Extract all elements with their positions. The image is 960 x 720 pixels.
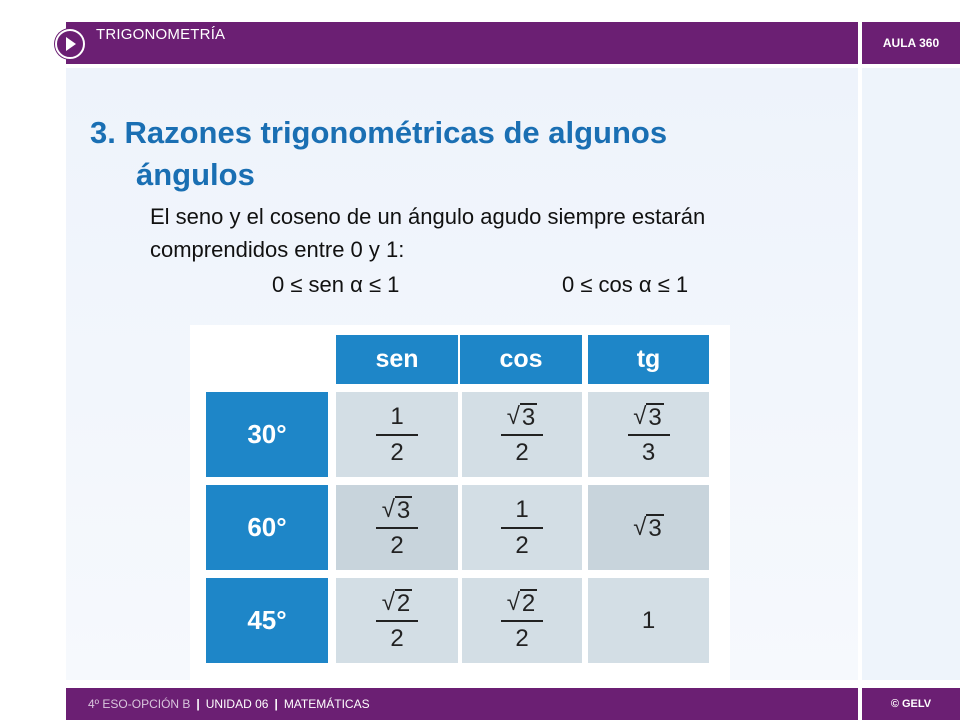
cell-45-tg xyxy=(588,578,709,663)
cell-value: 3 xyxy=(641,438,656,466)
body-text: El seno y el coseno de un ángulo agudo siempre estarán comprendidos entre 0 y 1: xyxy=(150,204,706,262)
footer-subject: MATEMÁTICAS xyxy=(283,697,370,711)
footer-separator: | xyxy=(196,697,200,711)
header-cos: cos xyxy=(460,335,582,384)
cell-value: 3 xyxy=(648,514,662,542)
cell-value: 2 xyxy=(396,589,411,617)
cell-value: 2 xyxy=(390,438,404,466)
cell-value: 2 xyxy=(515,531,529,559)
footer-bar xyxy=(66,688,858,720)
row-angle-45: 45° xyxy=(206,578,328,663)
cell-value: 1 xyxy=(390,402,404,430)
footer-unit: UNIDAD 06 xyxy=(205,697,269,711)
cell-30-cos: √ 3 2 xyxy=(462,392,582,477)
cell-value: 2 xyxy=(390,531,404,559)
slide-title xyxy=(90,112,830,196)
play-icon[interactable] xyxy=(55,29,85,59)
inequality-cos: 0 ≤ cos α ≤ 1 xyxy=(562,272,689,297)
row-angle-60: 60° xyxy=(206,485,328,570)
cell-value: 2 xyxy=(521,589,536,617)
header-topic: TRIGONOMETRÍA xyxy=(96,26,226,43)
cell-value: 2 xyxy=(515,624,529,652)
title-line-2: ángulos xyxy=(136,157,255,192)
header-sen: sen xyxy=(336,335,458,384)
cell-60-tg: √ 3 xyxy=(588,485,709,570)
cell-value: 1 xyxy=(515,495,529,523)
cell-value: 1 xyxy=(641,606,656,634)
brand-label: AULA 360 xyxy=(862,22,960,64)
cell-45-cos: √ 2 2 xyxy=(462,578,582,663)
footer-copyright: © GELV xyxy=(862,688,960,720)
inequality-sen: 0 ≤ sen α ≤ 1 xyxy=(272,272,400,297)
cell-45-sen: √ 2 2 xyxy=(336,578,458,663)
cell-60-sen: √ 3 2 xyxy=(336,485,458,570)
cell-value: 3 xyxy=(521,403,536,431)
title-line-1: 3. Razones trigonométricas de algunos xyxy=(90,115,668,150)
cell-value: 2 xyxy=(390,624,404,652)
footer-separator: | xyxy=(274,697,278,711)
side-panel xyxy=(862,68,960,680)
cell-30-tg: √ 3 3 xyxy=(588,392,709,477)
trig-table xyxy=(190,325,730,680)
header-tg: tg xyxy=(588,335,709,384)
row-angle-30: 30° xyxy=(206,392,328,477)
cell-30-sen xyxy=(336,392,458,477)
footer-course: 4º ESO-OPCIÓN B xyxy=(88,697,191,711)
cell-value: 2 xyxy=(515,438,529,466)
cell-value: 3 xyxy=(648,403,662,431)
cell-60-cos xyxy=(462,485,582,570)
cell-value: 3 xyxy=(396,496,411,524)
